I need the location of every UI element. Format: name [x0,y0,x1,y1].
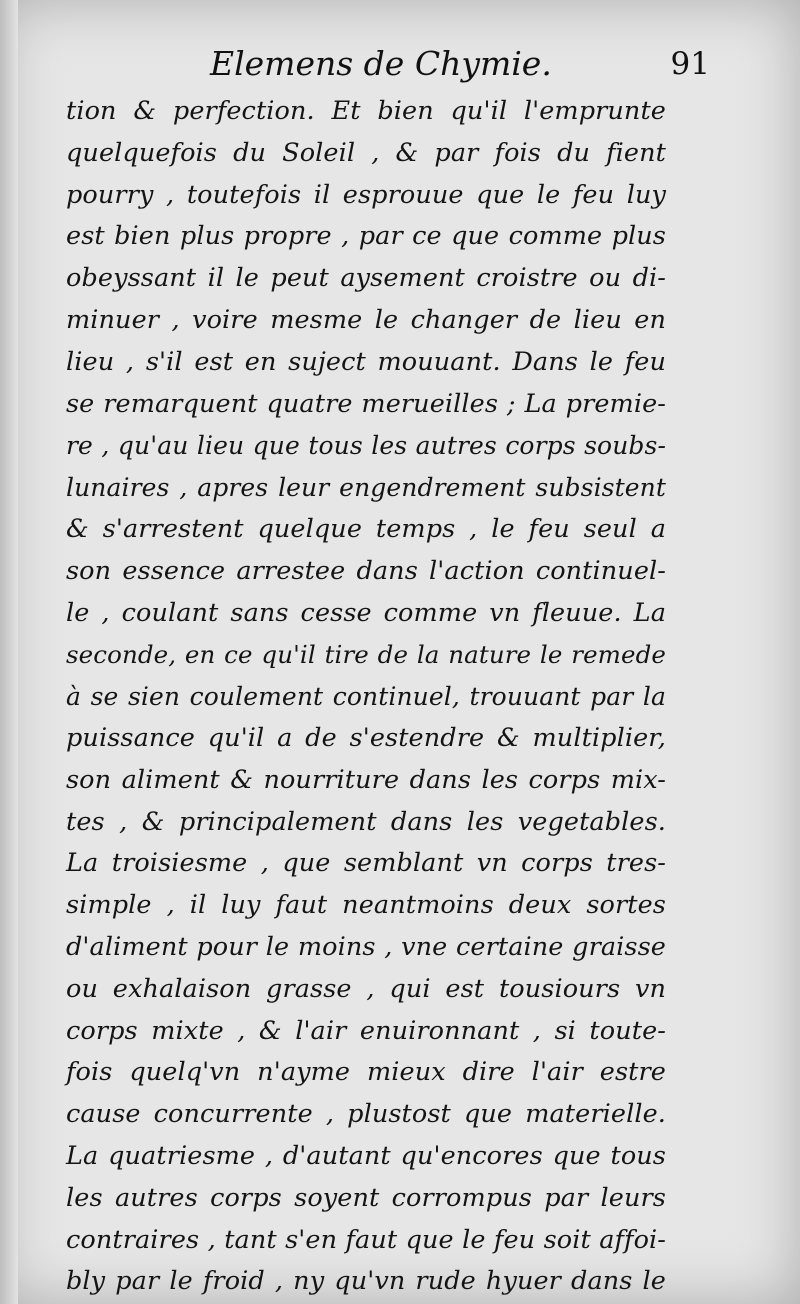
text-line: obeyssant il le peut aysement croistre ou di- [66,263,666,294]
text-line: La troisiesme , que semblant vn corps tres- [66,848,666,879]
running-title: Elemens de Chymie. [210,44,552,83]
text-line: & s'arrestent quelque temps , le feu seul a [66,513,666,544]
text-line: d'aliment pour le moins , vne certaine graisse [66,931,666,962]
text-line: puissance qu'il a de s'estendre & multiplier, [66,722,666,753]
text-line: est bien plus propre , par ce que comme plus [66,221,666,252]
text-line: quelquefois du Soleil , & par fois du fient [66,137,666,168]
text-line: tes , & principalement dans les vegetables. [66,806,666,837]
text-line: ou exhalaison grasse , qui est tousiours vn [66,973,666,1004]
page-edge [0,0,18,1304]
text-line: cause concurrente , plustost que materielle. [66,1099,666,1130]
text-line: seconde, en ce qu'il tire de la nature le remede [66,640,666,670]
text-line: les autres corps soyent corrompus par leurs [66,1182,666,1213]
text-line: fois quelq'vn n'ayme mieux dire l'air estre [66,1057,666,1088]
text-line: bly par le froid , ny qu'vn rude hyuer dans le [66,1266,666,1297]
text-line: son essence arrestee dans l'action continuel- [66,555,666,586]
text-line: re , qu'au lieu que tous les autres corps soubs- [66,431,666,461]
text-line: minuer , voire mesme le changer de lieu en [66,304,666,335]
text-line: se remarquent quatre merueilles ; La premie- [66,388,666,419]
text-line: à se sien coulement continuel, trouuant par la [66,682,666,712]
text-line: pourry , toutefois il esprouue que le feu luy [66,179,666,210]
text-line: lieu , s'il est en suject mouuant. Dans le feu [66,346,666,377]
text-line: tion & perfection. Et bien qu'il l'emprunte [66,96,666,126]
text-line: corps mixte , & l'air enuironnant , si toute- [66,1015,666,1046]
text-line: le , coulant sans cesse comme vn fleuue. La [66,597,666,628]
text-line: contraires , tant s'en faut que le feu soit affoi- [66,1224,666,1255]
text-line: La quatriesme , d'autant qu'encores que tous [66,1140,666,1171]
text-line: son aliment & nourriture dans les corps mix- [66,764,666,795]
text-line: lunaires , apres leur engendrement subsistent [66,473,666,503]
page-number: 91 [670,46,710,82]
body-text [66,91,666,1303]
text-line: simple , il luy faut neantmoins deux sortes [66,890,666,921]
